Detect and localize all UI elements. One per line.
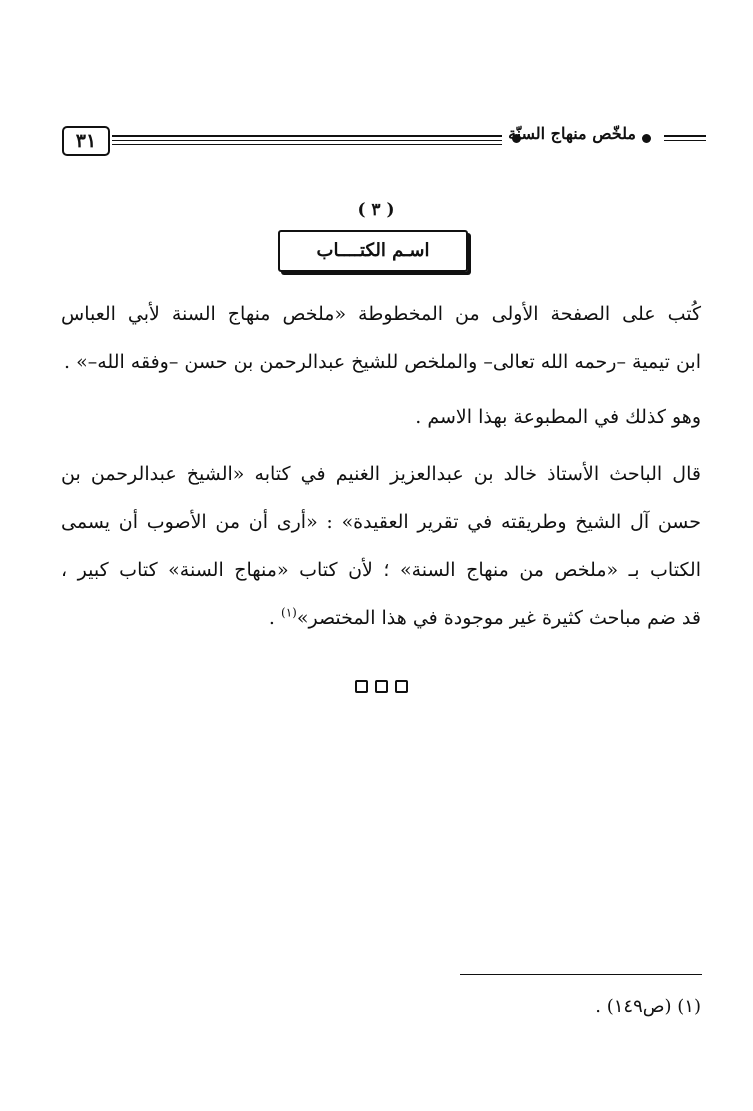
paragraph <box>61 450 701 642</box>
square-icon <box>375 680 388 693</box>
chapter-number: ( ٣ ) <box>357 200 395 220</box>
running-title: ملخّص منهاج السنّة <box>508 124 636 143</box>
page-number: ٣١ <box>62 126 110 156</box>
line-end: . <box>268 607 282 629</box>
header-rule <box>664 140 706 141</box>
header-rule <box>112 135 502 137</box>
text-line: وهو كذلك في المطبوعة بهذا الاسم . <box>415 406 701 428</box>
text-line: كُتب على الصفحة الأولى من المخطوطة «ملخص منهاج السنة لأبي العباس <box>61 303 701 325</box>
square-icon <box>395 680 408 693</box>
header-rule <box>112 140 502 141</box>
bullet-icon <box>642 134 651 143</box>
text-line: حسن آل الشيخ وطريقته في تقرير العقيدة» : «أرى أن من الأصوب أن يسمى <box>61 511 701 533</box>
header-rule <box>664 135 706 137</box>
paragraph <box>61 290 701 386</box>
footnote: (١) (ص١٤٩) . <box>595 996 701 1017</box>
text-line <box>61 594 701 642</box>
header-rule <box>112 144 502 145</box>
section-ornament <box>346 680 416 693</box>
running-header <box>62 120 708 160</box>
chapter-title: اسـم الكتــــاب <box>278 230 468 272</box>
text-line: الكتاب بـ «ملخص من منهاج السنة» ؛ لأن كتاب «منهاج السنة» كتاب كبير ، <box>61 559 701 581</box>
paragraph <box>61 393 701 441</box>
text-line: ابن تيمية –رحمه الله تعالى– والملخص للشيخ عبدالرحمن بن حسن –وفقه الله–» . <box>64 351 701 373</box>
footnote-divider <box>460 974 702 975</box>
text-line-body: قد ضم مباحث كثيرة غير موجودة في هذا المختصر» <box>296 607 701 629</box>
square-icon <box>355 680 368 693</box>
footnote-marker: (١) <box>281 605 297 620</box>
text-line: قال الباحث الأستاذ خالد بن عبدالعزيز الغنيم في كتابه «الشيخ عبدالرحمن بن <box>61 463 701 485</box>
